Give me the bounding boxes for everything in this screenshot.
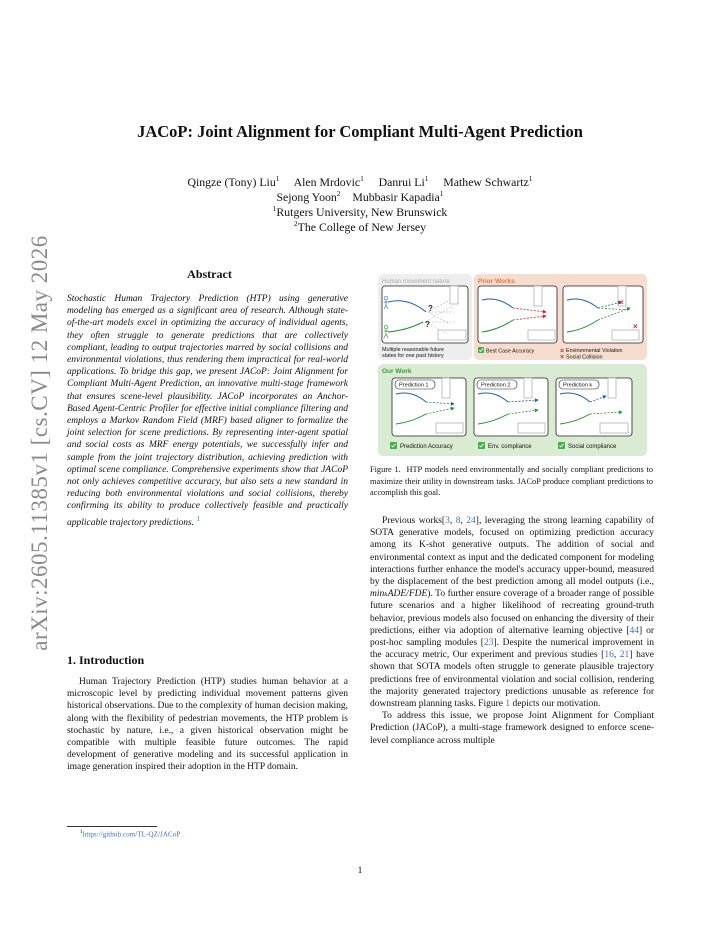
citation-link[interactable]: 21: [619, 650, 630, 661]
arxiv-sidebar-id: arXiv:2605.11385v1 [cs.CV] 12 May 2026: [27, 235, 52, 651]
cross-icon: ×: [560, 348, 565, 355]
author-affiliation-mark: 1: [439, 189, 444, 198]
ours-panel-title: Our Work: [382, 368, 412, 375]
svg-text:×: ×: [633, 322, 638, 331]
ours-scene-2: [474, 378, 548, 436]
ours-label-accuracy: Prediction Accuracy: [400, 444, 453, 450]
author-name: Mubbasir Kapadia: [352, 189, 440, 204]
author-name: Mathew Schwartz: [443, 174, 529, 189]
author-affiliation-mark: 1: [424, 174, 429, 183]
paragraph-previous-works: Previous works[3, 8, 24], leveraging the strong learning capability of SOTA generative models, focused on optimizing prediction accuracy among its K-shot generative outputs. The addition of social and environmental context as input and the dedicated component for modeling interactions further enhance the model's accuracy upper-bound, measured by the displacement of the best prediction among all model outputs (i.e., minₖADE/FDE). To further ensure coverage of a broader range of possible future scenarios and a higher likelihood of recreating ground-truth behavior, previous models also focused on enhancing the diversity of their predictions, either via adoption of alternative learning objective [44] or post-hoc sampling modules [23]. Despite the numerical improvement in the accuracy metric, Our experiment and previous studies [16, 21] have shown that SOTA models often struggle to generate plausible trajectory predictions free of environmental violation and social collision, rendering the majority generated trajectory predictions unusable as reference for downstream planning tasks. Figure 1 depicts our motivation.: [370, 516, 655, 710]
affiliation-mark: 2: [293, 219, 298, 228]
prior-label-accuracy: Best Case Accuracy: [486, 348, 535, 355]
affiliation-name: The College of New Jersey: [297, 219, 427, 234]
prediction-1-label: Prediction 1: [399, 382, 429, 389]
author-name: Alen Mrdovic: [293, 174, 361, 189]
figure-reference-link[interactable]: 1: [505, 699, 511, 710]
author-name: Qingze (Tony) Liu: [187, 174, 276, 189]
abstract-heading: Abstract: [187, 267, 232, 281]
svg-text:?: ?: [428, 304, 433, 313]
svg-text:?: ?: [425, 320, 430, 329]
footnote: [80, 829, 180, 838]
check-icon: [478, 442, 485, 449]
cross-icon: ×: [560, 354, 565, 361]
check-icon: [558, 442, 565, 449]
affiliation-2: [0, 216, 720, 235]
intro-paragraph: Human Trajectory Prediction (HTP) studies human behavior at a microscopic level by predicting individual movement patterns given historical observations. Due to the complexity of human decision making, along with the flexibility of pedestrian movements, the HTP problem is stochastic by nature, i.e., a given historical observation might be compatible with multiple feasible future outcomes. The rapid development of generative modeling and its successful application in image generation inspired their adoption in the HTP domain.: [67, 677, 348, 773]
author-affiliation-mark: 1: [528, 174, 533, 183]
citation-link[interactable]: 16: [604, 650, 614, 661]
affiliation-mark: 1: [272, 204, 277, 213]
author-affiliation-mark: 1: [275, 174, 280, 183]
footnote-divider: [67, 826, 157, 827]
svg-text:×: ×: [619, 298, 624, 307]
figure-1-caption: [370, 464, 653, 499]
citation-link[interactable]: 44: [629, 625, 640, 636]
abstract-body: Stochastic Human Trajectory Prediction (HTP) using generative modeling has emerged as a significant area of research. Although state-of-the-art models excel in optimizing the accuracy of individual agents, they often struggle to generate predictions that are collectively compliant, leading to output trajectories marred by social collisions and environmental violations, thus rendering them impractical for real-world applications. To bridge this gap, we present JACoP: Joint Alignment for Compliant Multi-Agent Prediction, an innovative multi-stage framework that ensures scene-level plausibility. JACoP incorporates an Anchor-Based Agent-Centric Profiler for effective initial compliance filtering and employs a Markov Random Field (MRF) based aligner to formalize the joint selection for scene predictions. By representing inter-agent spatial and social costs as MRF energy potentials, we successfully infer and sample from the joint trajectory distribution, achieving prediction with optimal scene compliance. Comprehensive experiments show that JACoP not only achieves competitive accuracy, but also sets a new standard in reducing both environmental violations and social collisions, thereby confirming its ability to produce collectively feasible and practically applicable trajectory predictions.: [67, 294, 348, 528]
human-caption-line1: Multiple reasonable future: [382, 347, 445, 353]
check-icon: [390, 442, 397, 449]
check-icon: [478, 347, 484, 353]
caption-text: HTP models need environmentally and socially compliant predictions to maximize their utility in downstream tasks. JACoP produce compliant predictions to accomplish this goal.: [370, 465, 653, 498]
math-expression: minₖADE/FDE: [370, 589, 428, 600]
ours-label-env: Env. compliance: [488, 444, 532, 450]
citation-link[interactable]: 24: [466, 516, 476, 526]
prior-label-social-collision: Social Collision: [566, 354, 603, 361]
prediction-2-label: Prediction 2: [481, 382, 511, 389]
page-number: 1: [357, 866, 363, 876]
ours-scene-k: [556, 378, 632, 436]
author-affiliation-mark: 1: [360, 174, 364, 183]
paragraph-proposal: To address this issue, we propose Joint Alignment for Compliant Prediction (JACoP), a multi-stage framework designed to enforce scene-level compliance across multiple: [370, 711, 654, 746]
citation-link[interactable]: 23: [483, 638, 494, 649]
human-caption-line2: states for one past history: [382, 353, 444, 359]
human-panel-title: Human movement nature: [382, 279, 450, 285]
affiliation-name: Rutgers University, New Brunswick: [276, 204, 448, 219]
prediction-k-label: Prediction k: [563, 382, 593, 389]
author-affiliation-mark: 2: [336, 189, 341, 198]
caption-label: Figure 1.: [370, 465, 401, 474]
author-name: Danrui Li: [378, 174, 425, 189]
paper-title: JACoP: Joint Alignment for Compliant Multi-Agent Prediction: [137, 122, 583, 141]
ours-label-social: Social compliance: [568, 444, 617, 450]
citation-link[interactable]: 3: [445, 516, 450, 526]
prior-panel-title: Prior Works: [478, 278, 515, 285]
introduction-text: [67, 676, 348, 774]
abstract-text: [67, 293, 348, 529]
footnote-link[interactable]: https://github.com/TL-QZ/JACoP: [82, 830, 181, 839]
section-heading-introduction: 1. Introduction: [67, 653, 145, 667]
right-column-text: [370, 515, 654, 747]
citation-link[interactable]: 8: [455, 516, 461, 526]
ours-scene-1: [392, 378, 466, 436]
figure-1-diagram: [368, 272, 655, 458]
footnote-marker[interactable]: 1: [196, 514, 200, 523]
footnote-number: 1: [80, 829, 83, 835]
prior-label-env-violation: Environmental Violation: [566, 348, 623, 354]
author-name: Sejong Yoon: [276, 189, 337, 204]
